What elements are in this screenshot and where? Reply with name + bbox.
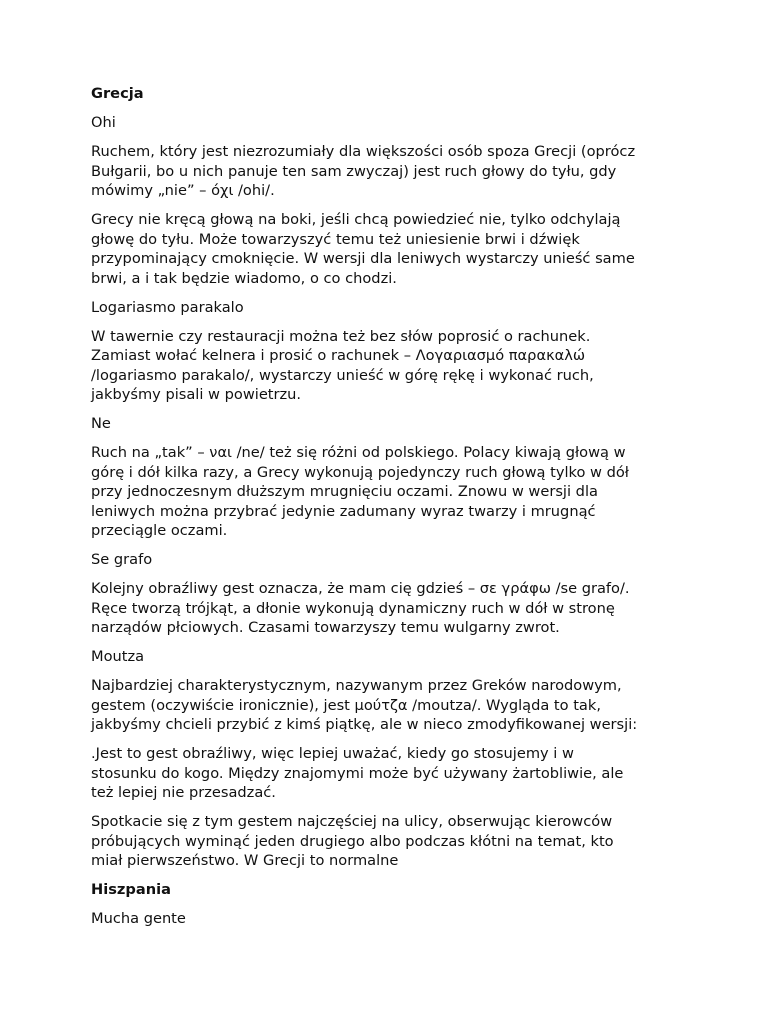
text-line: Ręce tworzą trójkąt, a dłonie wykonują dynamiczny ruch w dół w stronę bbox=[91, 599, 615, 617]
paragraph-moutza-intro bbox=[91, 676, 691, 735]
paragraph-moutza-street bbox=[91, 812, 691, 871]
text-line: gestem (oczywiście ironicznie), jest μούτζα /moutza/. Wygląda to tak, bbox=[91, 696, 601, 714]
text-line: Spotkacie się z tym gestem najczęściej na ulicy, obserwując kierowców bbox=[91, 813, 613, 830]
paragraph-moutza-warning bbox=[91, 744, 691, 803]
text-line: Ruch na „tak” – ναι /ne/ też się różni od polskiego. Polacy kiwają głową w bbox=[91, 444, 626, 461]
text-line: Ohi bbox=[91, 114, 116, 131]
text-line: Najbardziej charakterystycznym, nazywanym przez Greków narodowym, bbox=[91, 677, 622, 694]
text-line: Grecy nie kręcą głową na boki, jeśli chcą powiedzieć nie, tylko odchylają bbox=[91, 211, 621, 228]
paragraph-se-grafo bbox=[91, 579, 691, 638]
text-line: przypominający cmoknięcie. W wersji dla leniwych wystarczy unieść same bbox=[91, 250, 635, 267]
subheading-logariasmo bbox=[91, 298, 691, 318]
text-line: jakbyśmy pisali w powietrzu. bbox=[91, 386, 302, 403]
text-line: leniwych można przybrać jedynie zadumany wyraz twarzy i mrugnąć bbox=[91, 502, 596, 520]
text-line: Mucha gente bbox=[91, 910, 186, 927]
text-line: Ne bbox=[91, 415, 111, 432]
text-line: próbujących wyminąć jeden drugiego albo podczas kłótni na temat, kto bbox=[91, 832, 614, 850]
text-line: Hiszpania bbox=[91, 881, 171, 898]
text-line: mówimy „nie” – όχι /ohi/. bbox=[91, 182, 275, 199]
paragraph-logariasmo bbox=[91, 327, 691, 405]
paragraph-ne bbox=[91, 443, 691, 541]
subheading-se-grafo bbox=[91, 550, 691, 570]
subheading-ne bbox=[91, 414, 691, 434]
text-line: przy jednoczesnym dłuższym mrugnięciu oczami. Znowu w wersji dla bbox=[91, 483, 598, 500]
paragraph-ohi-details bbox=[91, 210, 691, 288]
text-line: miał pierwszeństwo. W Grecji to normalne bbox=[91, 852, 399, 869]
text-line: przeciągle oczami. bbox=[91, 522, 228, 539]
text-line: też lepiej nie przesadzać. bbox=[91, 784, 276, 801]
text-line: W tawernie czy restauracji można też bez słów poprosić o rachunek. bbox=[91, 327, 591, 345]
text-line: stosunku do kogo. Między znajomymi może być używany żartobliwie, ale bbox=[91, 764, 624, 782]
text-line: Moutza bbox=[91, 648, 145, 665]
text-line: /logariasmo parakalo/, wystarczy unieść w górę rękę i wykonać ruch, bbox=[91, 366, 594, 384]
paragraph-ohi-intro bbox=[91, 142, 691, 201]
text-line: Zamiast wołać kelnera i prosić o rachunek – Λογαριασμό παρακαλώ bbox=[91, 347, 586, 364]
subheading-ohi bbox=[91, 113, 691, 133]
text-line: Bułgarii, bo u nich panuje ten sam zwyczaj) jest ruch głowy do tyłu, gdy bbox=[91, 162, 617, 180]
text-line: Grecja bbox=[91, 85, 144, 102]
subheading-moutza bbox=[91, 647, 691, 667]
text-line: narządów płciowych. Czasami towarzyszy temu wulgarny zwrot. bbox=[91, 619, 560, 636]
subheading-mucha-gente bbox=[91, 909, 691, 929]
text-line: górę i dół kilka razy, a Grecy wykonują pojedynczy ruch głową tylko w dół bbox=[91, 463, 629, 481]
text-line: głowę do tyłu. Może towarzyszyć temu też uniesienie brwi i dźwięk bbox=[91, 230, 580, 248]
text-line: .Jest to gest obraźliwy, więc lepiej uważać, kiedy go stosujemy i w bbox=[91, 745, 574, 762]
text-line: Ruchem, który jest niezrozumiały dla większości osób spoza Grecji (oprócz bbox=[91, 143, 636, 160]
document-page bbox=[91, 84, 691, 938]
text-line: jakbyśmy chcieli przybić z kimś piątkę, ale w nieco zmodyfikowanej wersji: bbox=[91, 716, 638, 733]
text-line: Se grafo bbox=[91, 551, 153, 568]
section-heading-hiszpania bbox=[91, 880, 691, 900]
text-line: brwi, a i tak będzie wiadomo, o co chodzi. bbox=[91, 269, 397, 287]
section-heading-grecja bbox=[91, 84, 691, 104]
text-line: Kolejny obraźliwy gest oznacza, że mam cię gdzieś – σε γράφω /se grafo/. bbox=[91, 580, 630, 597]
text-line: Logariasmo parakalo bbox=[91, 298, 244, 316]
